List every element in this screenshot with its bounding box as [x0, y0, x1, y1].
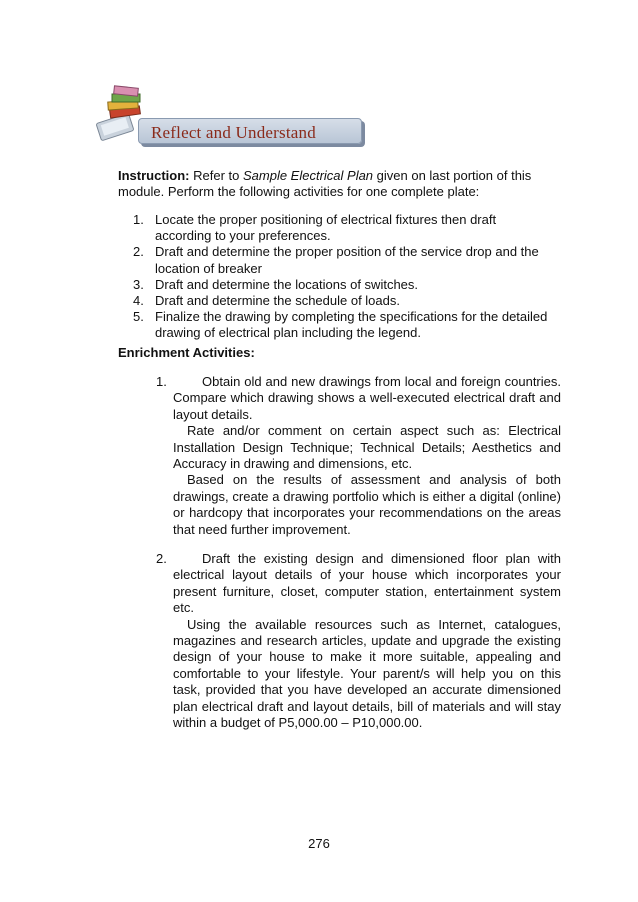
enrichment-item-2: [156, 551, 561, 731]
list-item: [133, 277, 553, 293]
step-text: Locate the proper positioning of electrical fixtures then draft according to your preferences.: [155, 212, 497, 244]
step-number: 3.: [133, 276, 144, 292]
step-text: Finalize the drawing by completing the specifications for the detailed drawing of electrical plan including the legend.: [155, 309, 548, 341]
instruction-label: Instruction:: [118, 168, 190, 183]
instruction-text-before: Refer to: [193, 168, 243, 183]
enrichment-number: 2.: [156, 551, 167, 566]
instruction-line-2: module. Perform the following activities for one complete plate:: [118, 184, 480, 199]
step-number: 5.: [133, 309, 144, 325]
list-item: [133, 212, 553, 244]
steps-list: [133, 212, 553, 342]
list-item: [133, 244, 553, 276]
enrichment-heading: Enrichment Activities:: [118, 345, 255, 360]
enrichment-item-1: [156, 374, 561, 538]
step-text: Draft and determine the proper position of the service drop and the location of breaker: [155, 244, 539, 276]
enrichment-paragraph: Obtain old and new drawings from local and foreign countries. Compare which drawing shows a well-executed electrical draft and layout details.: [173, 374, 561, 422]
instruction-italic: Sample Electrical Plan: [242, 168, 374, 183]
list-item: [133, 293, 553, 309]
step-number: 2.: [133, 244, 144, 260]
section-banner: [92, 84, 372, 146]
books-laptop-icon: [92, 84, 152, 144]
enrichment-paragraph: Draft the existing design and dimensioned floor plan with electrical layout details of your house which incorporates your present furniture, closet, computer station, entertainment system etc.: [173, 551, 561, 616]
instruction-text-after: given on last portion of this: [373, 168, 532, 183]
instruction-line-1: [118, 168, 531, 184]
banner-bar: [138, 118, 362, 144]
step-number: 4.: [133, 293, 144, 309]
step-text: Draft and determine the locations of switches.: [155, 276, 419, 292]
enrichment-number: 1.: [156, 374, 167, 389]
step-text: Draft and determine the schedule of loads.: [155, 293, 400, 309]
step-number: 1.: [133, 212, 144, 227]
enrichment-paragraph: Rate and/or comment on certain aspect such as: Electrical Installation Design Technique; Technical Details; Aesthetics and Accuracy in drawing and dimensions, etc.: [173, 423, 561, 472]
enrichment-paragraph: Based on the results of assessment and analysis of both drawings, create a drawing portfolio which is either a digital (online) or hardcopy that incorporates your recommendations on the areas that need further improvement.: [173, 472, 561, 537]
list-item: [133, 309, 553, 341]
banner-title: Reflect and Understand: [151, 123, 316, 142]
enrichment-paragraph: Using the available resources such as Internet, catalogues, magazines and research articles, update and upgrade the existing design of your house to make it more suitable, appealing and comfortable to your lifestyle. Your parent/s will help you on this task, provided that you have developed an accurate dimensioned plan electrical draft and layout details, bill of materials and will stay within a budget of P5,000.00 – P10,000.00.: [173, 616, 561, 731]
page-number: 276: [308, 836, 330, 851]
